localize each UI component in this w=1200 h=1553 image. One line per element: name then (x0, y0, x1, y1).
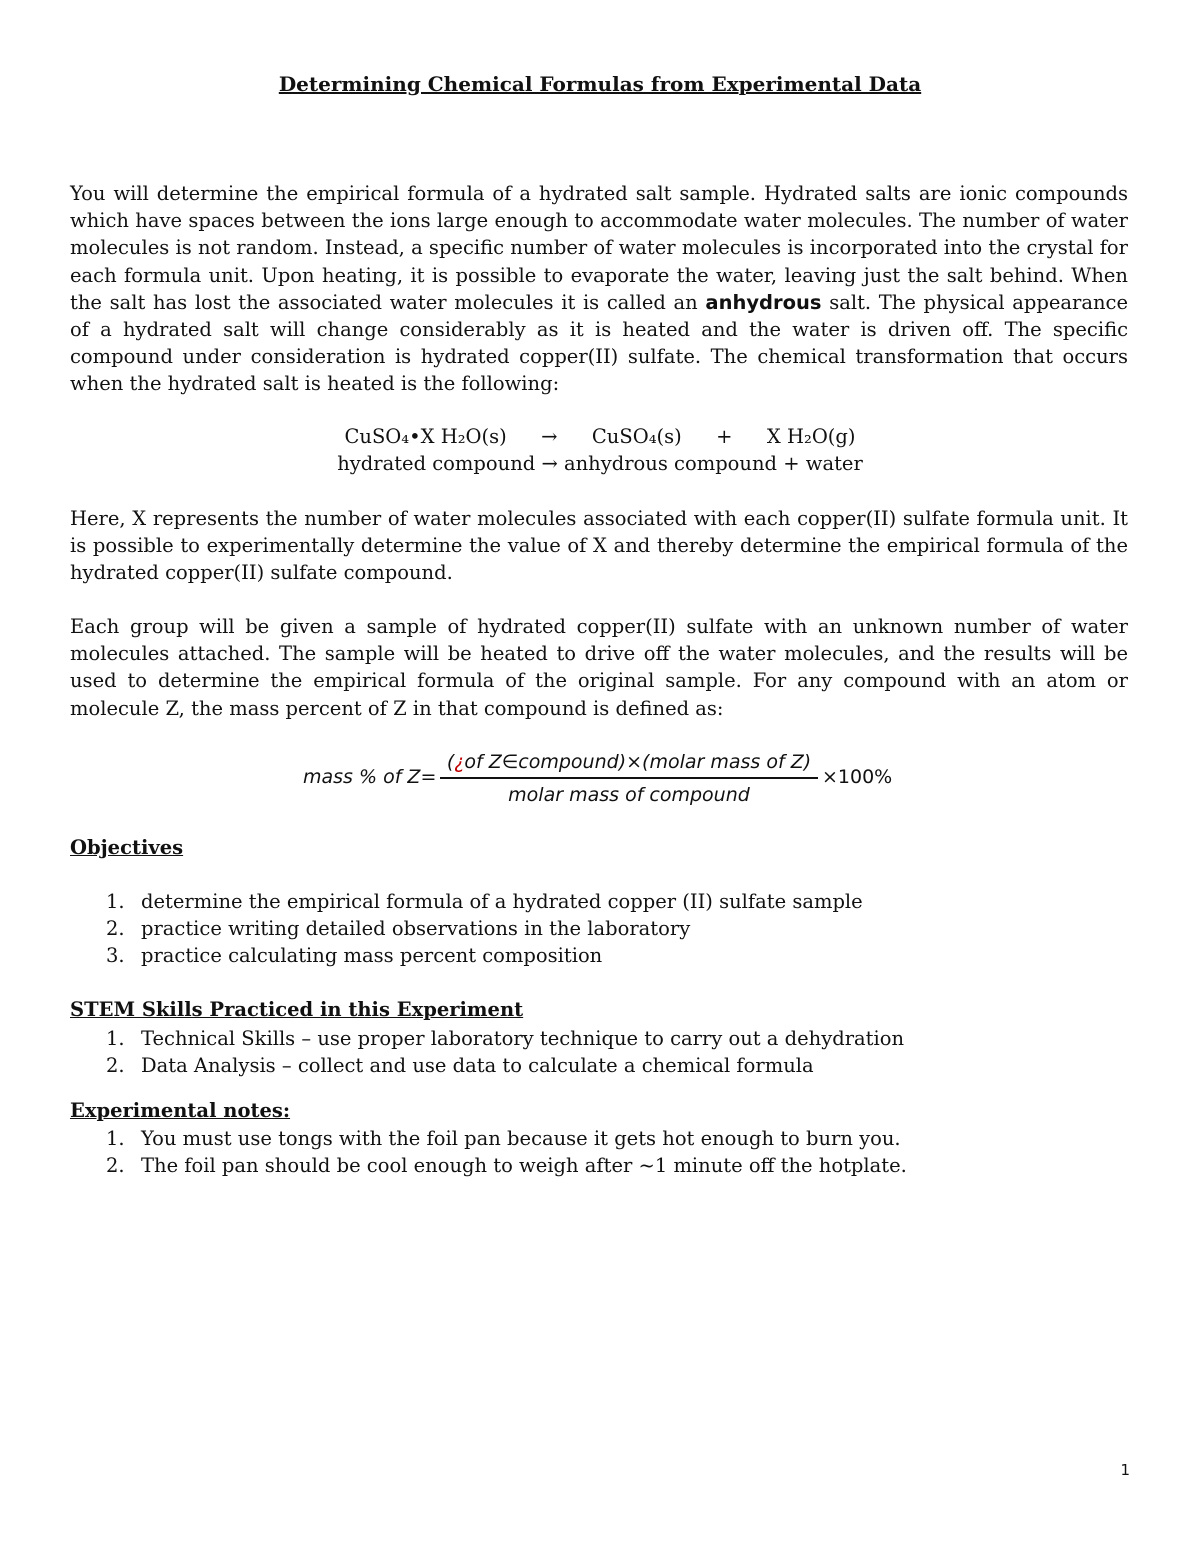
formula-denominator: molar mass of compound (508, 783, 750, 806)
stem-heading: STEM Skills Practiced in this Experiment (70, 998, 524, 1021)
stem-list (70, 1025, 904, 1079)
fraction-bar (440, 777, 818, 779)
list-item: 2. The foil pan should be cool enough to weigh after ~1 minute off the hotplate. (106, 1154, 907, 1178)
list-item: 1. determine the empirical formula of a hydrated copper (II) sulfate sample (106, 890, 863, 913)
list-item: 2. Data Analysis – collect and use data to calculate a chemical formula (106, 1054, 814, 1078)
equation-product1: CuSO₄(s) (591, 425, 682, 448)
x-paragraph: Here, X represents the number of water molecules associated with each copper(II) sulfate formula unit. It is possible to experimentally determine the value of X and thereby determine the empirical formula of the hydrated copper(II) sulfate compound. (70, 507, 1128, 585)
list-item: 3. practice calculating mass percent composition (106, 944, 603, 968)
page-number: 1 (1120, 1461, 1130, 1479)
formula-numerator: (¿of Z∈compound)×(molar mass of Z) (446, 751, 812, 773)
notes-list (70, 1125, 907, 1179)
equation-arrow: → (541, 425, 558, 448)
reaction-equation (0, 423, 1200, 451)
list-item: 1. Technical Skills – use proper laboratory technique to carry out a dehydration (106, 1027, 905, 1050)
notes-heading: Experimental notes: (70, 1099, 291, 1122)
group-paragraph: Each group will be given a sample of hydrated copper(II) sulfate with an unknown number of water molecules attached. The sample will be heated to drive off the water molecules, and the results will be used to determine the empirical formula of the original sample. For any compound with an atom or molecule Z, the mass percent of Z in that compound is defined as: (70, 615, 1128, 720)
equation-plus: + (716, 425, 733, 448)
list-item: 1. You must use tongs with the foil pan because it gets hot enough to burn you. (106, 1127, 901, 1150)
objectives-list (70, 888, 863, 970)
intro-paragraph (70, 180, 1128, 398)
equation-caption: hydrated compound → anhydrous compound + water (337, 452, 863, 475)
equation-product2: X H₂O(g) (766, 425, 856, 448)
intro-text-part1: You will determine the empirical formula of a hydrated salt sample. Hydrated salts are ionic compounds which have spaces between the ions large enough to accommodate water molecules. The number of water molecules is not random. Instead, a specific number of water molecules is incorporated into the crystal for each formula unit. Upon heating, it is possible to evaporate the water, leaving just the salt behind. When the salt has lost the associated water molecules it is called an (70, 182, 1128, 314)
formula-rhs: ×100% (822, 766, 893, 788)
list-item: 2. practice writing detailed observations in the laboratory (106, 917, 691, 941)
intro-bold-term: anhydrous (705, 290, 822, 314)
page-title: Determining Chemical Formulas from Experimental Data (278, 72, 922, 96)
objectives-heading: Objectives (70, 836, 184, 859)
formula-lhs: mass % of Z= (303, 766, 437, 788)
mass-percent-formula (0, 748, 1200, 812)
formula-numerator-text: of Z∈compound)×(molar mass of Z) (464, 751, 812, 773)
intro-text-part2: salt. The physical appearance of a hydrated salt will change considerably as it is heated and the water is driven off. The specific compound under consideration is hydrated copper(II) sulfate. The chemical transformation that occurs when the hydrated salt is heated is the following: (70, 290, 1129, 396)
formula-glyph: ¿ (454, 751, 465, 773)
equation-reactant: CuSO₄•X H₂O(s) (344, 425, 507, 448)
formula-fraction (440, 748, 818, 809)
